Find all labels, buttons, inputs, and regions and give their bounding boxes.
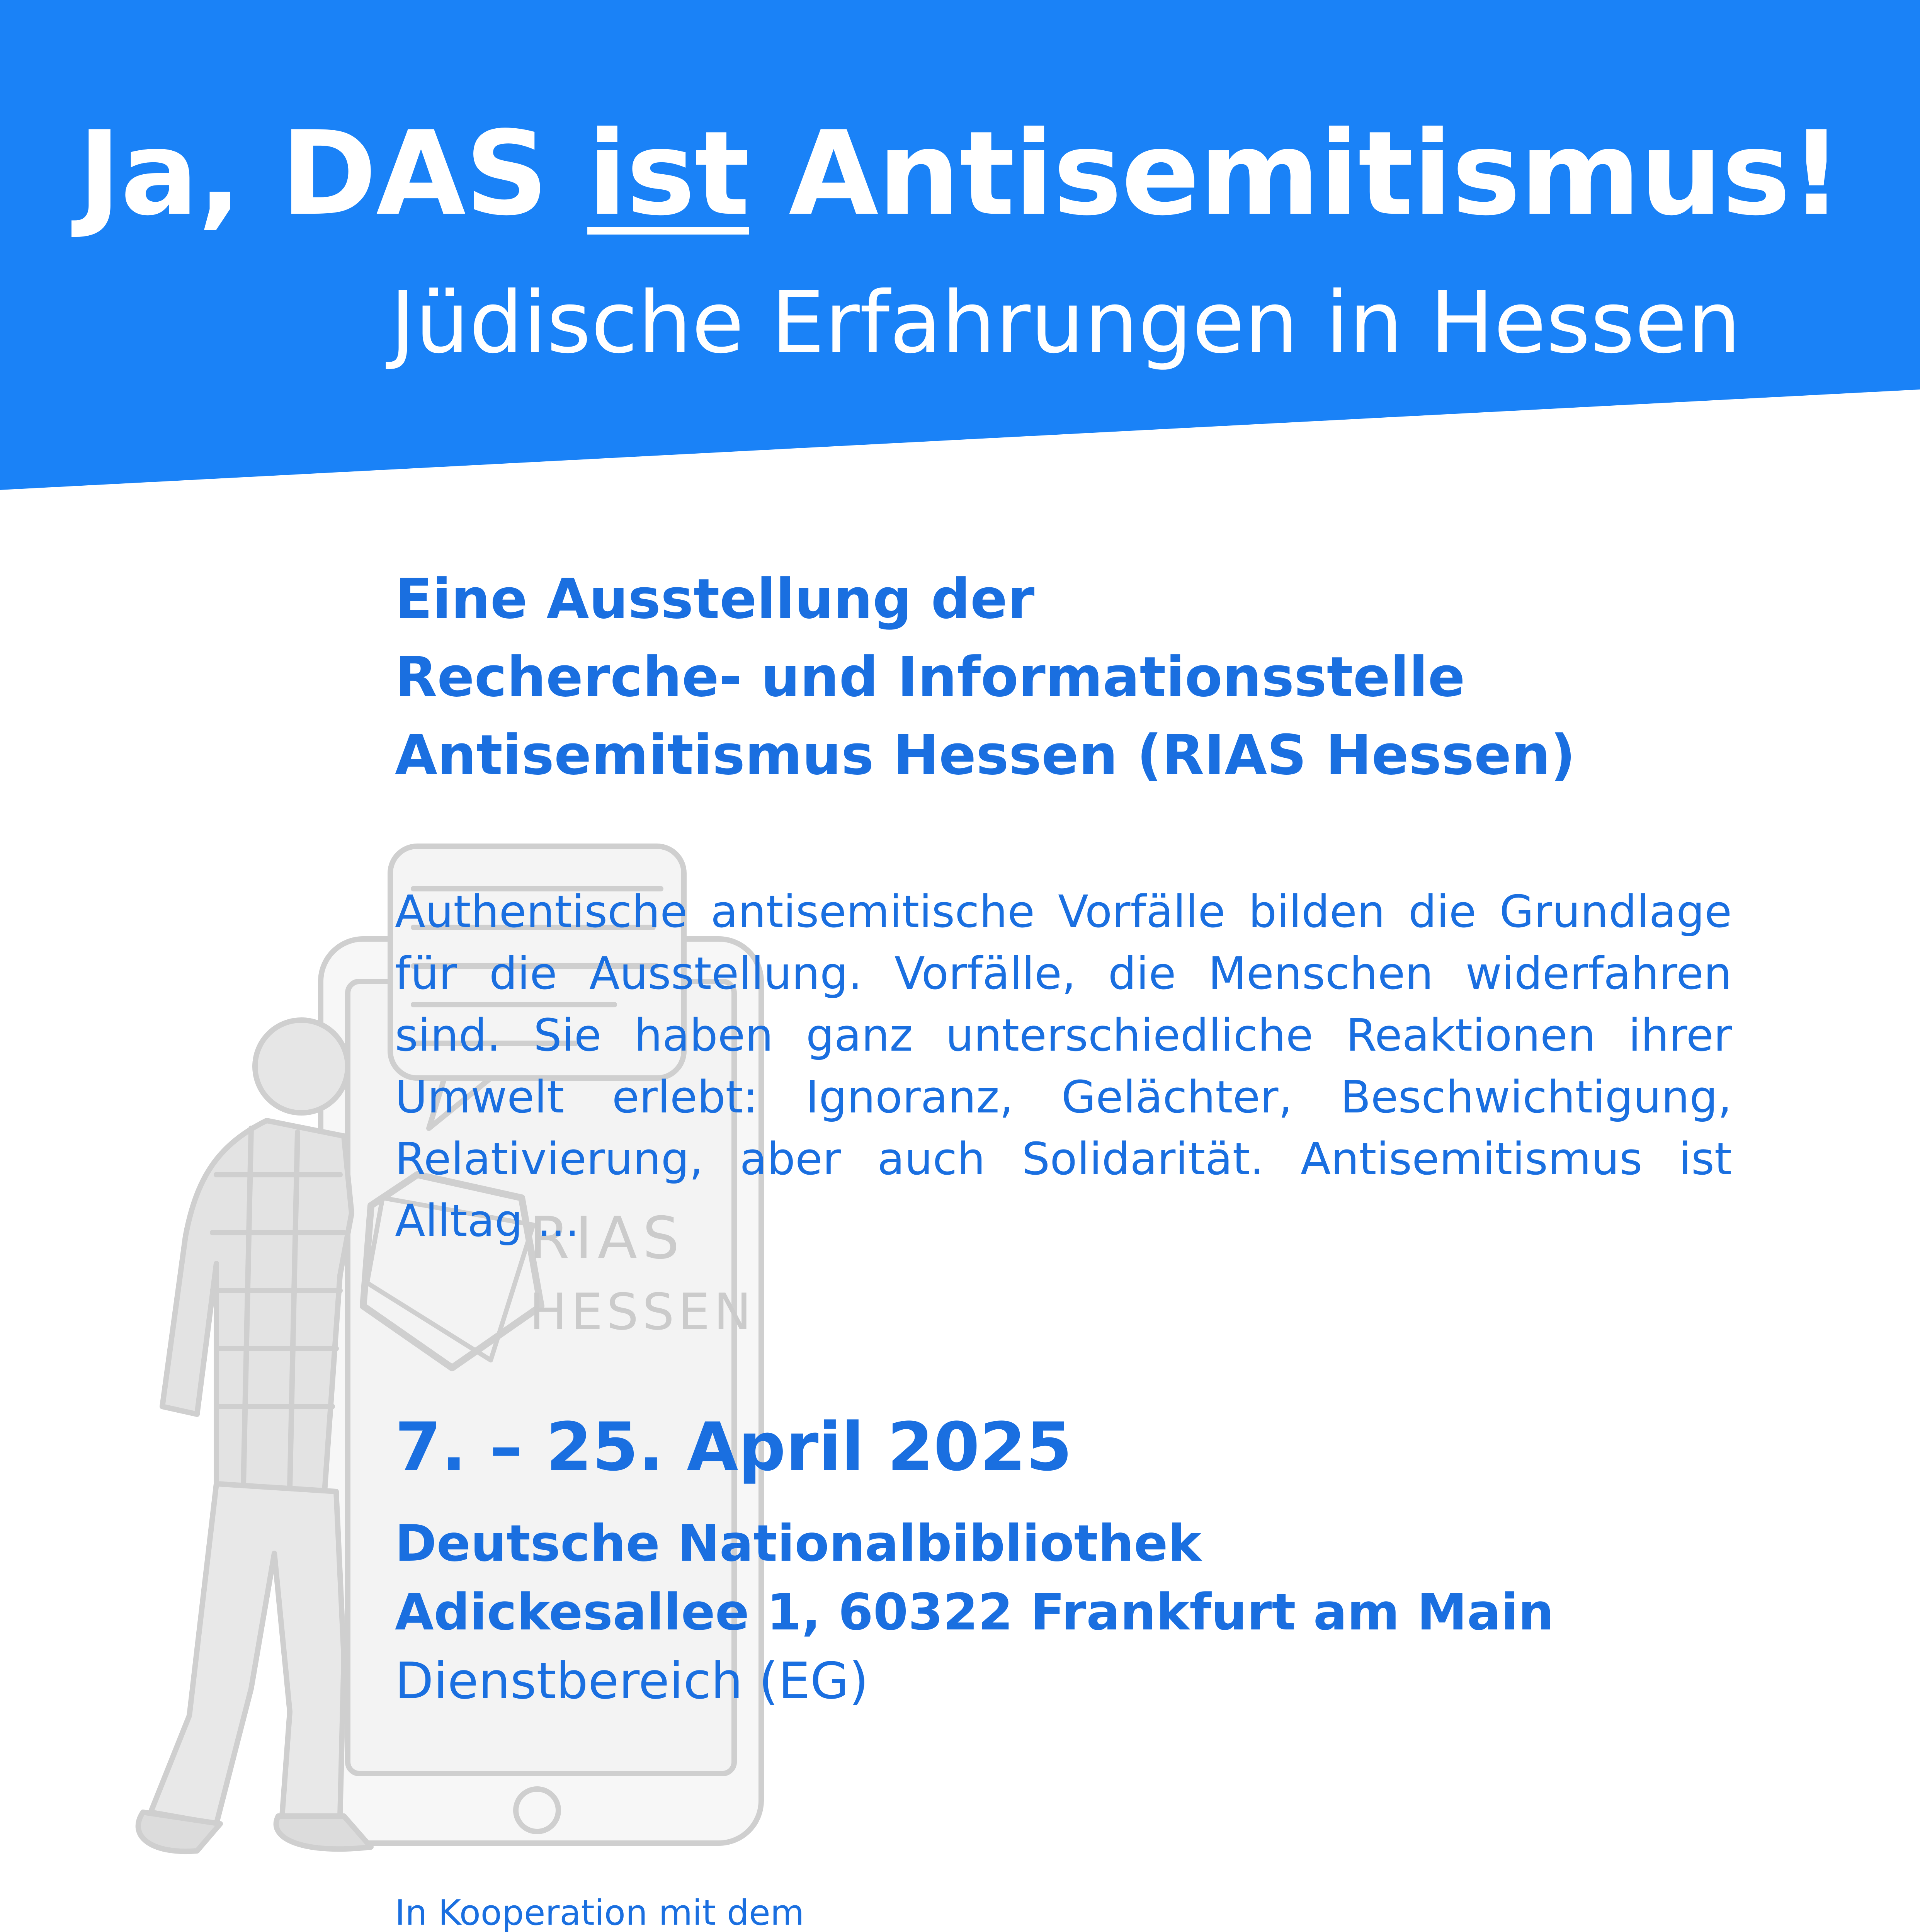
event-venue xyxy=(395,1509,1732,1715)
poster-title: Ja, DAS ist Antisemitismus! xyxy=(78,106,1842,241)
intro-line: Recherche- und Informationsstelle xyxy=(395,645,1465,709)
venue-name: Deutsche Nationalbibliothek xyxy=(395,1514,1201,1573)
venue-room: Dienstbereich (EG) xyxy=(395,1651,869,1710)
intro-line: Antisemitismus Hessen (RIAS Hessen) xyxy=(395,723,1576,787)
phone-logo-rias: RIAS xyxy=(529,1205,685,1272)
exhibition-intro xyxy=(395,560,1732,794)
exhibition-description: Authentische antisemitische Vorfälle bilden die Grundlage für die Ausstellung. Vorfälle, die Menschen widerfahren sind. Sie haben ganz unterschiedliche Reaktionen ihrer Umwelt erlebt: Ignoranz, Gelächter, Beschwichtigung, Relativierung, aber auch Solidarität. Antisemitismus ist Alltag ... xyxy=(395,886,1732,1247)
venue-address: Adickesallee 1, 60322 Frankfurt am Main xyxy=(395,1583,1554,1641)
cooperation-note: In Kooperation mit dem xyxy=(395,1893,804,1932)
phone-logo-hessen: HESSEN xyxy=(529,1282,755,1341)
event-date: 7. – 25. April 2025 xyxy=(395,1408,1072,1486)
intro-line: Eine Ausstellung der xyxy=(395,567,1035,631)
poster-subtitle: Jüdische Erfahrungen in Hessen xyxy=(390,273,1741,372)
title-emphasis: ist xyxy=(587,106,749,241)
